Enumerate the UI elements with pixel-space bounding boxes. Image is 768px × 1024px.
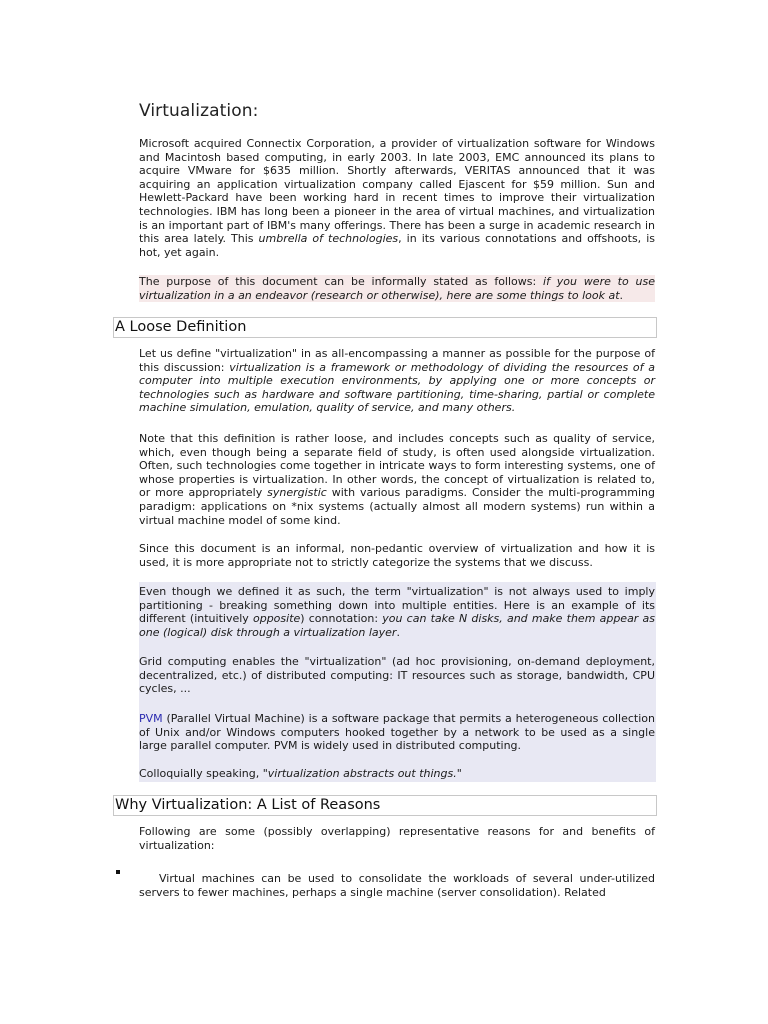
pvm-paragraph bbox=[139, 712, 655, 753]
partitioning-italic-opposite: opposite bbox=[252, 612, 301, 626]
partitioning-paragraph bbox=[139, 585, 655, 639]
grid-paragraph: Grid computing enables the "virtualization" (ad hoc provisioning, on-demand deployment, decentralized, etc.) of distributed computing: IT resources such as storage, bandwidth, CPU cycles, ... bbox=[139, 655, 655, 696]
reasons-intro-paragraph: Following are some (possibly overlapping) representative reasons for and benefits of virtualization: bbox=[139, 825, 655, 852]
definition-text: Let us define "virtualization" in as all-encompassing a manner as possible for the purpose of this discussion: bbox=[139, 347, 655, 374]
purpose-text: The purpose of this document can be informally stated as follows: bbox=[139, 275, 544, 288]
note-paragraph bbox=[139, 432, 655, 527]
bullet-item-consolidation: Virtual machines can be used to consolidate the workloads of several under-utilized servers to fewer machines, perhaps a single machine (server consolidation). Related bbox=[139, 872, 655, 899]
intro-italic: umbrella of technologies bbox=[258, 232, 399, 246]
section-heading-why-virtualization: Why Virtualization: A List of Reasons bbox=[113, 795, 657, 816]
colloquial-text: Colloquially speaking, bbox=[139, 767, 263, 780]
purpose-tail: . bbox=[619, 288, 624, 302]
note-tail: with various paradigms. Consider the multi-programming paradigm: applications on *nix systems (actually almost all modern systems) run within a virtual machine model of some kind. bbox=[139, 486, 655, 527]
section-heading-loose-definition: A Loose Definition bbox=[113, 317, 657, 338]
colloquial-paragraph bbox=[139, 767, 655, 781]
partitioning-tail: . bbox=[396, 625, 400, 639]
note-text: Note that this definition is rather loose, and includes concepts such as quality of service, which, even though being a separate field of study, is often used alongside virtualization. Often, such technologies come together in intricate ways to form interesting systems, one of whose properties is virtualization. In other words, the concept of virtualization is related to, or more appropriately bbox=[139, 432, 655, 500]
intro-text: Microsoft acquired Connectix Corporation, a provider of virtualization software for Windows and Macintosh based computing, in early 2003. In late 2003, EMC announced its plans to acquire VMware for $635 million. Shortly afterwards, VERITAS announced that it was acquiring an application virtualization company called Ejascent for $59 million. Sun and Hewlett-Packard have been working hard in recent times to improve their virtualization technologies. IBM has long been a pioneer in the area of virtual machines, and virtualization is an important part of IBM's many offerings. There has been a surge in academic research in this area lately. This bbox=[139, 137, 655, 246]
purpose-paragraph bbox=[139, 275, 655, 302]
note-italic: synergistic bbox=[267, 486, 327, 500]
intro-tail: , in its various connotations and offshoots, is hot, yet again. bbox=[139, 232, 655, 259]
colloquial-italic: "virtualization abstracts out things." bbox=[262, 767, 462, 780]
definition-italic: virtualization is a framework or methodology of dividing the resources of a computer into multiple execution environments, by applying one or more concepts or technologies such as hardware and software partitioning, time-sharing, partial or complete machine simulation, emulation, quality of service, and many others. bbox=[139, 360, 655, 415]
definition-paragraph bbox=[139, 347, 655, 415]
pvm-link[interactable]: PVM bbox=[139, 712, 163, 725]
page-title: Virtualization: bbox=[139, 101, 259, 121]
partitioning-text: Even though we defined it as such, the term "virtualization" is not always used to imply partitioning - breaking something down into multiple entities. Here is an example of its different (intuitively bbox=[139, 585, 655, 626]
intro-paragraph bbox=[139, 137, 655, 259]
bullet-square-icon bbox=[116, 870, 120, 874]
purpose-italic: if you were to use virtualization in a an endeavor (research or otherwise), here are some things to look at bbox=[139, 275, 655, 302]
partitioning-italic-example: you can take N disks, and make them appear as one (logical) disk through a virtualization layer bbox=[139, 612, 655, 639]
pvm-text: (Parallel Virtual Machine) is a software package that permits a heterogeneous collection of Unix and/or Windows computers hooked together by a network to be used as a single large parallel computer. PVM is widely used in distributed computing. bbox=[139, 712, 655, 753]
overview-paragraph: Since this document is an informal, non-pedantic overview of virtualization and how it is used, it is more appropriate not to strictly categorize the systems that we discuss. bbox=[139, 542, 655, 569]
partitioning-mid: ) connotation: bbox=[300, 612, 383, 626]
